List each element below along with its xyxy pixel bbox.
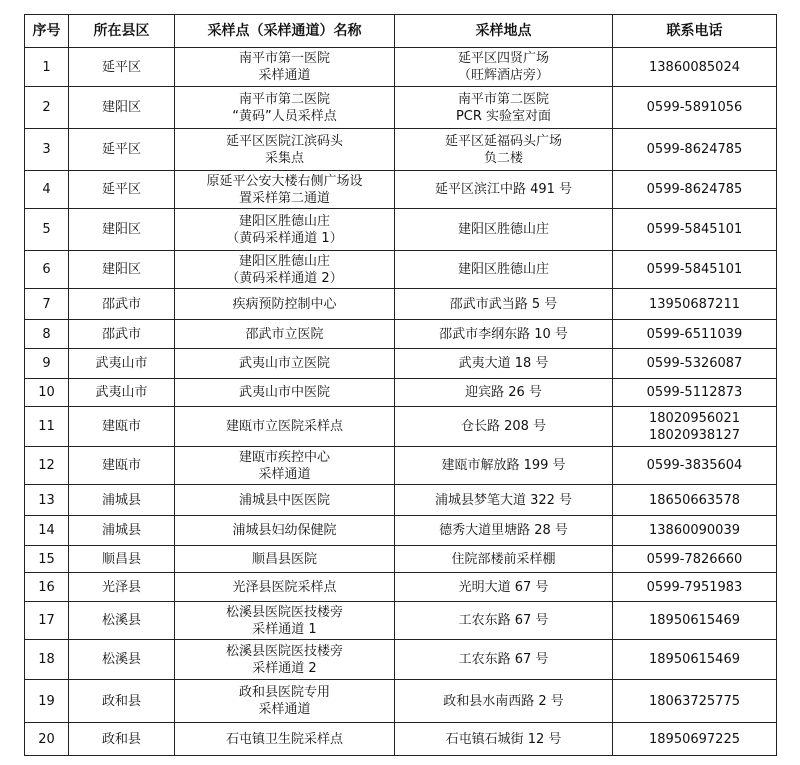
cell-phone [613, 129, 777, 171]
cell-phone-line: 13950687211 [649, 296, 740, 312]
cell-phone-line: 18020956021 [649, 410, 740, 426]
cell-district: 建瓯市 [69, 407, 175, 447]
cell-district: 建阳区 [69, 209, 175, 251]
cell-phone-line: 18063725775 [649, 693, 740, 709]
cell-site-name-line: 建瓯市疾控中心 [238, 449, 330, 465]
cell-address [395, 320, 613, 349]
cell-district: 浦城县 [69, 485, 175, 516]
cell-phone [613, 447, 777, 485]
cell-site-name [175, 379, 395, 407]
cell-address-line: 延平区四贤广场 [457, 51, 549, 66]
cell-site-name-line: 采样通道 [258, 68, 311, 83]
cell-no: 4 [25, 171, 69, 209]
cell-site-name [175, 171, 395, 209]
header-address: 采样地点 [395, 15, 613, 48]
cell-site-name-line: 采样通道 2 [252, 660, 317, 676]
cell-phone [613, 546, 777, 573]
cell-address-line: 南平市第二医院 [457, 91, 549, 107]
cell-site-name-line: 浦城县中医医院 [238, 492, 330, 508]
cell-phone-line: 18950615469 [649, 652, 740, 667]
cell-site-name-line: “黄码”人员采样点 [232, 108, 337, 124]
cell-phone [613, 87, 777, 129]
cell-site-name-line: 邵武市立医院 [245, 326, 324, 342]
cell-site-name-line: 南平市第一医院 [238, 51, 330, 66]
cell-site-name-line: 顺昌县医院 [251, 551, 317, 567]
cell-phone-line: 0599-5326087 [646, 356, 743, 371]
cell-site-name [175, 640, 395, 680]
cell-address [395, 87, 613, 129]
cell-phone-line: 0599-8624785 [646, 142, 743, 157]
cell-site-name-line: 政和县医院专用 [238, 685, 330, 700]
cell-no: 9 [25, 349, 69, 379]
cell-phone-line: 0599-7951983 [646, 579, 743, 595]
cell-site-name [175, 289, 395, 320]
cell-phone-line: 0599-3835604 [646, 458, 743, 473]
cell-site-name-line: 采集点 [264, 150, 304, 166]
cell-district: 光泽县 [69, 573, 175, 602]
table-row [25, 320, 777, 349]
cell-phone-line: 0599-7826660 [646, 551, 743, 567]
cell-no: 3 [25, 129, 69, 171]
cell-site-name-line: 石屯镇卫生院采样点 [225, 731, 343, 747]
cell-address [395, 407, 613, 447]
cell-site-name-line: 南平市第二医院 [238, 91, 330, 107]
cell-site-name [175, 516, 395, 546]
cell-no: 11 [25, 407, 69, 447]
cell-phone [613, 407, 777, 447]
cell-address [395, 723, 613, 756]
cell-address-line: 邵武市武当路 5 号 [449, 296, 558, 312]
cell-site-name [175, 209, 395, 251]
table-row [25, 447, 777, 485]
cell-phone [613, 171, 777, 209]
cell-address-line: 建瓯市解放路 199 号 [441, 458, 566, 473]
cell-address [395, 129, 613, 171]
cell-address-line: 延平区延福码头广场 [444, 133, 562, 149]
table-row [25, 602, 777, 640]
cell-district: 建阳区 [69, 87, 175, 129]
table-row [25, 485, 777, 516]
cell-address-line: 武夷大道 18 号 [458, 356, 549, 371]
cell-site-name [175, 485, 395, 516]
cell-phone-line: 18950697225 [649, 731, 740, 747]
cell-site-name-line: 疾病预防控制中心 [232, 296, 337, 312]
table-row [25, 573, 777, 602]
cell-site-name-line: 采样通道 [258, 702, 311, 717]
cell-phone-line: 13860085024 [649, 59, 740, 75]
cell-address [395, 680, 613, 723]
cell-district: 延平区 [69, 48, 175, 87]
cell-address-line: 工农东路 67 号 [458, 613, 549, 628]
cell-district: 顺昌县 [69, 546, 175, 573]
cell-address-line: PCR 实验室对面 [455, 108, 552, 124]
cell-address-line: 石屯镇石城街 12 号 [445, 731, 562, 747]
cell-address-line: 邵武市李纲东路 10 号 [439, 326, 568, 342]
cell-address [395, 640, 613, 680]
cell-site-name-line: 松溪县医院医技楼旁 [225, 643, 343, 659]
cell-phone-line: 0599-5845101 [646, 262, 743, 277]
cell-district: 政和县 [69, 723, 175, 756]
cell-phone [613, 680, 777, 723]
cell-site-name [175, 723, 395, 756]
cell-address [395, 48, 613, 87]
sampling-sites-table [24, 14, 777, 756]
table-body [25, 48, 777, 756]
table-row [25, 546, 777, 573]
table-row [25, 407, 777, 447]
header-phone: 联系电话 [613, 15, 777, 48]
table-row [25, 379, 777, 407]
cell-site-name [175, 447, 395, 485]
cell-no: 8 [25, 320, 69, 349]
cell-address-line: 延平区滨江中路 491 号 [434, 182, 573, 197]
cell-site-name-line: （黄码采样通道 2） [226, 270, 343, 286]
cell-address-line: 德秀大道里塘路 28 号 [439, 523, 568, 538]
cell-no: 12 [25, 447, 69, 485]
cell-no: 10 [25, 379, 69, 407]
sampling-sites-table-wrapper [24, 14, 777, 756]
cell-site-name [175, 251, 395, 289]
cell-phone [613, 573, 777, 602]
cell-address-line: 仓长路 208 号 [460, 419, 547, 434]
cell-phone [613, 640, 777, 680]
cell-no: 18 [25, 640, 69, 680]
cell-phone [613, 289, 777, 320]
cell-site-name-line: 建阳区胜德山庄 [238, 253, 330, 269]
cell-site-name-line: 武夷山市中医院 [238, 385, 330, 400]
cell-phone-line: 0599-6511039 [646, 326, 743, 342]
cell-phone [613, 48, 777, 87]
cell-address-line: 工农东路 67 号 [458, 652, 549, 667]
cell-phone [613, 209, 777, 251]
cell-site-name [175, 48, 395, 87]
header-district: 所在县区 [69, 15, 175, 48]
table-row [25, 48, 777, 87]
cell-phone-line: 18650663578 [649, 492, 740, 508]
cell-phone [613, 349, 777, 379]
table-row [25, 289, 777, 320]
cell-site-name-line: 原延平公安大楼右侧广场设 [206, 173, 363, 189]
cell-address-line: 住院部楼前采样棚 [451, 551, 556, 567]
cell-address-line: 浦城县梦笔大道 322 号 [434, 492, 573, 508]
header-no: 序号 [25, 15, 69, 48]
cell-site-name [175, 87, 395, 129]
cell-address-line: 政和县水南西路 2 号 [443, 693, 564, 709]
cell-district: 政和县 [69, 680, 175, 723]
cell-district: 武夷山市 [69, 379, 175, 407]
cell-site-name [175, 602, 395, 640]
cell-no: 1 [25, 48, 69, 87]
table-header-row [25, 15, 777, 48]
cell-address [395, 573, 613, 602]
table-row [25, 251, 777, 289]
cell-address-line: 负二楼 [483, 150, 523, 166]
cell-address [395, 485, 613, 516]
cell-address [395, 289, 613, 320]
table-row [25, 640, 777, 680]
cell-no: 7 [25, 289, 69, 320]
cell-district: 松溪县 [69, 602, 175, 640]
cell-district: 建瓯市 [69, 447, 175, 485]
cell-phone-line: 0599-5112873 [646, 385, 743, 400]
cell-phone-line: 0599-5891056 [646, 100, 743, 115]
cell-phone [613, 379, 777, 407]
table-row [25, 680, 777, 723]
cell-district: 建阳区 [69, 251, 175, 289]
cell-district: 邵武市 [69, 289, 175, 320]
cell-phone [613, 485, 777, 516]
cell-district: 延平区 [69, 171, 175, 209]
cell-district: 武夷山市 [69, 349, 175, 379]
cell-phone-line: 0599-8624785 [646, 182, 743, 197]
table-row [25, 171, 777, 209]
table-row [25, 723, 777, 756]
cell-phone [613, 320, 777, 349]
cell-address [395, 516, 613, 546]
cell-site-name-line: 武夷山市立医院 [238, 356, 330, 371]
cell-address [395, 171, 613, 209]
cell-district: 邵武市 [69, 320, 175, 349]
cell-site-name-line: 建阳区胜德山庄 [238, 213, 330, 229]
cell-address-line: 光明大道 67 号 [458, 579, 549, 595]
cell-address [395, 546, 613, 573]
cell-phone [613, 723, 777, 756]
table-row [25, 516, 777, 546]
cell-district: 延平区 [69, 129, 175, 171]
cell-site-name [175, 349, 395, 379]
cell-site-name-line: 松溪县医院医技楼旁 [225, 604, 343, 620]
cell-site-name-line: （黄码采样通道 1） [226, 230, 343, 246]
cell-address-line: 建阳区胜德山庄 [457, 262, 549, 277]
cell-district: 浦城县 [69, 516, 175, 546]
cell-phone-line: 18950615469 [649, 613, 740, 628]
header-site-name: 采样点（采样通道）名称 [175, 15, 395, 48]
cell-site-name [175, 407, 395, 447]
cell-address [395, 602, 613, 640]
cell-no: 16 [25, 573, 69, 602]
cell-phone-line: 0599-5845101 [646, 222, 743, 237]
cell-site-name-line: 建瓯市立医院采样点 [225, 419, 343, 434]
cell-phone-line: 13860090039 [649, 523, 740, 538]
cell-address [395, 251, 613, 289]
table-row [25, 129, 777, 171]
cell-site-name [175, 546, 395, 573]
cell-address [395, 447, 613, 485]
cell-phone [613, 251, 777, 289]
cell-site-name-line: 置采样第二通道 [238, 190, 330, 206]
cell-site-name-line: 光泽县医院采样点 [232, 579, 337, 595]
cell-phone [613, 516, 777, 546]
cell-phone [613, 602, 777, 640]
cell-address [395, 349, 613, 379]
cell-no: 17 [25, 602, 69, 640]
cell-no: 19 [25, 680, 69, 723]
cell-address-line: 迎宾路 26 号 [465, 385, 542, 400]
cell-site-name [175, 573, 395, 602]
cell-address [395, 379, 613, 407]
cell-district: 松溪县 [69, 640, 175, 680]
table-row [25, 209, 777, 251]
cell-no: 13 [25, 485, 69, 516]
table-row [25, 87, 777, 129]
cell-no: 5 [25, 209, 69, 251]
cell-site-name-line: 延平区医院江滨码头 [225, 133, 343, 149]
cell-site-name [175, 320, 395, 349]
cell-no: 2 [25, 87, 69, 129]
cell-phone-line: 18020938127 [649, 427, 740, 443]
cell-site-name [175, 129, 395, 171]
cell-site-name-line: 浦城县妇幼保健院 [232, 523, 337, 538]
cell-no: 14 [25, 516, 69, 546]
cell-no: 20 [25, 723, 69, 756]
cell-address-line: （旺辉酒店旁） [457, 68, 549, 83]
cell-site-name-line: 采样通道 1 [252, 621, 317, 637]
table-row [25, 349, 777, 379]
cell-site-name-line: 采样通道 [258, 466, 311, 482]
cell-no: 15 [25, 546, 69, 573]
cell-no: 6 [25, 251, 69, 289]
cell-address-line: 建阳区胜德山庄 [457, 222, 549, 237]
cell-address [395, 209, 613, 251]
cell-site-name [175, 680, 395, 723]
